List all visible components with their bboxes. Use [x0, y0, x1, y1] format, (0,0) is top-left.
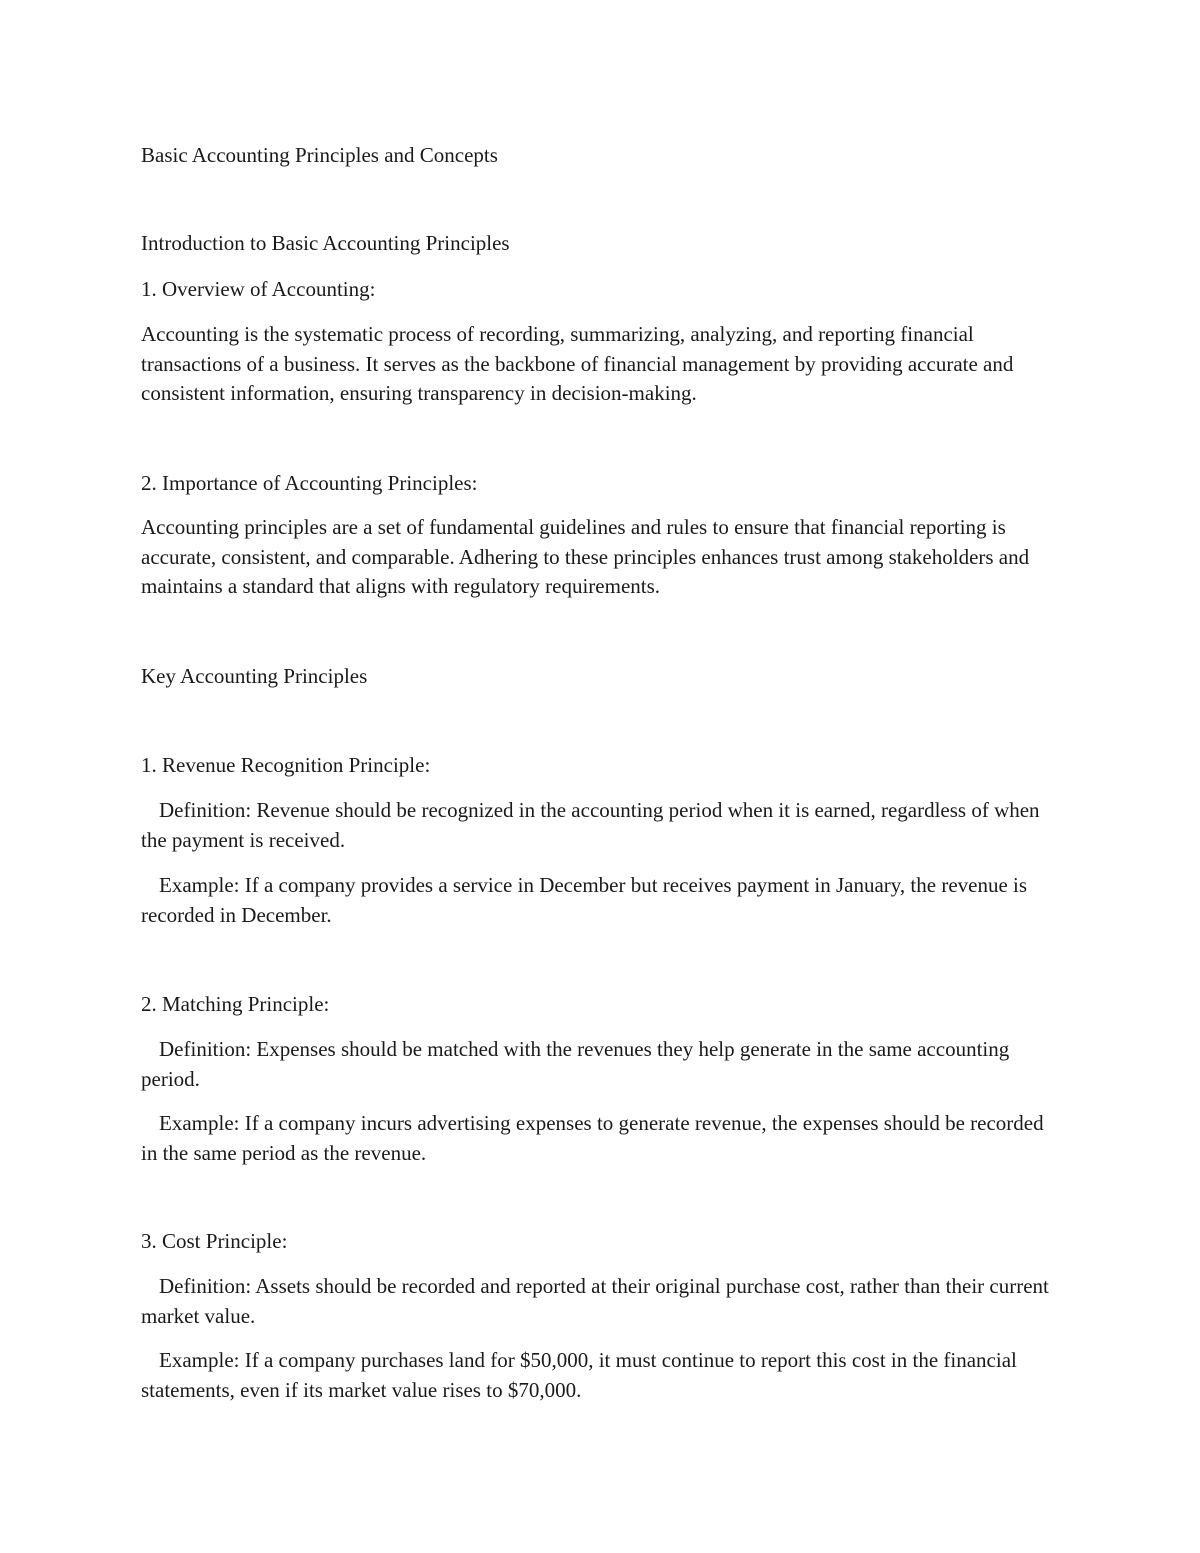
principle-heading: 2. Matching Principle: — [141, 992, 330, 1016]
intro-heading: Introduction to Basic Accounting Principles — [141, 231, 510, 255]
principle-heading: 3. Cost Principle: — [141, 1229, 288, 1253]
principle-example: Example: If a company provides a service in December but receives payment in January, the revenue is recorded in December. — [141, 873, 1028, 927]
principle-definition: Definition: Assets should be recorded and reported at their original purchase cost, rather than their current market value. — [141, 1274, 1049, 1328]
principle-example: Example: If a company purchases land for $50,000, it must continue to report this cost in the financial statements, even if its market value rises to $70,000. — [141, 1348, 1017, 1402]
importance-paragraph: Accounting principles are a set of fundamental guidelines and rules to ensure that financial reporting is accurate, consistent, and comparable. Adhering to these principles enhances trust among stakeholders and maintains a standard that aligns with regulatory requirements. — [141, 515, 1030, 598]
overview-paragraph: Accounting is the systematic process of recording, summarizing, analyzing, and reporting financial transactions of a business. It serves as the backbone of financial management by providing accurate and consistent information, ensuring transparency in decision-making. — [141, 322, 1014, 405]
key-principles-heading: Key Accounting Principles — [141, 664, 368, 688]
principle-example: Example: If a company incurs advertising expenses to generate revenue, the expenses should be recorded in the same period as the revenue. — [141, 1111, 1044, 1165]
principle-heading: 1. Revenue Recognition Principle: — [141, 753, 431, 777]
overview-heading: 1. Overview of Accounting: — [141, 277, 376, 301]
importance-heading: 2. Importance of Accounting Principles: — [141, 471, 478, 495]
document-title: Basic Accounting Principles and Concepts — [141, 143, 498, 167]
principle-definition: Definition: Revenue should be recognized in the accounting period when it is earned, regardless of when the payment is received. — [141, 798, 1040, 852]
principle-definition: Definition: Expenses should be matched with the revenues they help generate in the same accounting period. — [141, 1037, 1010, 1091]
